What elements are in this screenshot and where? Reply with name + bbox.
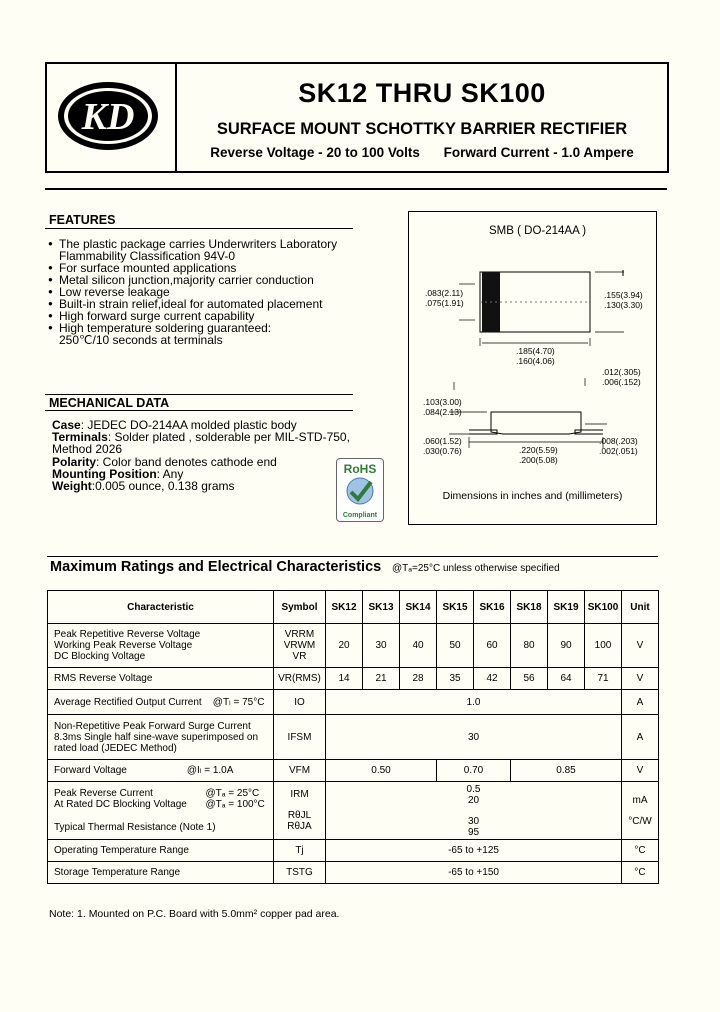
table-row: RMS Reverse Voltage VR(RMS) 14 21 28 35 42 56 64 71 V: [48, 668, 659, 690]
feature-item: ● Metal silicon junction,majority carrier conduction: [48, 274, 368, 286]
dim-body-length: .185(4.70) .160(4.06): [516, 346, 555, 366]
logo-text: KD: [81, 96, 135, 138]
ratings-condition: @Tₐ=25°C unless otherwise specified: [392, 563, 560, 574]
mechanical-rule-top: [45, 394, 353, 395]
feature-item: ● High temperature soldering guaranteed: 250℃/10 seconds at terminals: [48, 322, 368, 346]
ratings-rule: [47, 556, 658, 557]
globe-check-icon: [345, 476, 375, 506]
mechanical-data: Case: JEDEC DO-214AA molded plastic body Terminals: Solder plated , solderable per MIL-STD-750, Method 2026 Polarity: Color band denotes cathode end Mounting Position: Any Weight:0.005 ounce, 0.138 grams: [52, 418, 350, 494]
feature-item: ● For surface mounted applications: [48, 262, 368, 274]
table-row: Forward Voltage @Iₗ = 1.0A VFM 0.50 0.70 0.85 V: [48, 760, 659, 782]
feature-item: ● Low reverse leakage: [48, 286, 368, 298]
ratings-title: Maximum Ratings and Electrical Characteristics: [50, 559, 382, 575]
feature-item: ● High forward surge current capability: [48, 310, 368, 322]
footnote: Note: 1. Mounted on P.C. Board with 5.0mm² copper pad area.: [49, 908, 340, 920]
feature-item: ● The plastic package carries Underwriters Laboratory Flammability Classification 94V-0: [48, 238, 368, 262]
rating-summary: [177, 145, 667, 160]
features-rule: [45, 228, 353, 229]
header-box: [45, 62, 669, 173]
reverse-voltage-summary: Reverse Voltage - 20 to 100 Volts: [210, 145, 420, 160]
ratings-table: [47, 590, 659, 884]
package-drawing: [408, 211, 657, 525]
page-subtitle: SURFACE MOUNT SCHOTTKY BARRIER RECTIFIER: [216, 120, 628, 138]
mechanical-title: MECHANICAL DATA: [49, 396, 170, 410]
dim-body-thickness: .103(3.00) .084(2.13): [423, 397, 462, 417]
rohs-compliant: Compliant: [342, 512, 378, 519]
table-row: Storage Temperature Range TSTG -65 to +150 °C: [48, 862, 659, 884]
features-list: [48, 238, 368, 346]
page-title: SK12 THRU SK100: [298, 78, 546, 108]
kd-logo: [56, 80, 160, 152]
dimensions-note: Dimensions in inches and (millimeters): [442, 490, 623, 502]
dim-standoff: .008(.203) .002(.051): [599, 436, 638, 456]
table-header-row: Characteristic Symbol SK12 SK13 SK14 SK15 SK16 SK18 SK19 SK100 Unit: [48, 591, 659, 624]
dim-lead-length: .060(1.52) .030(0.76): [423, 436, 462, 456]
dim-body-height: .155(3.94) .130(3.30): [604, 290, 643, 310]
rohs-label: RoHS: [343, 462, 377, 476]
package-title: SMB ( DO-214AA ): [489, 225, 587, 237]
forward-current-summary: Forward Current - 1.0 Ampere: [443, 145, 634, 160]
dim-band-width: .083(2.11) .075(1.91): [425, 288, 464, 308]
features-title: FEATURES: [49, 213, 116, 227]
table-row: Operating Temperature Range Tj -65 to +125 °C: [48, 840, 659, 862]
feature-item: ● Built-in strain relief,ideal for automated placement: [48, 298, 368, 310]
header-rule: [45, 188, 667, 190]
table-row: Average Rectified Output Current @Tₗ = 75°C IO 1.0 A: [48, 690, 659, 715]
table-row: Peak Reverse Current @Tₐ = 25°C At Rated DC Blocking Voltage @Tₐ = 100°C Typical Thermal Resistance (Note 1) IRM RθJL RθJA 0.5 20 30 95 mA °C/W: [48, 782, 659, 840]
mechanical-rule: [45, 410, 353, 411]
dim-overall-length: .220(5.59) .200(5.08): [519, 445, 558, 465]
table-row: Non-Repetitive Peak Forward Surge Current 8.3ms Single half sine-wave superimposed on rated load (JEDEC Method) IFSM 30 A: [48, 715, 659, 760]
table-row: Peak Repetitive Reverse Voltage Working Peak Reverse Voltage DC Blocking Voltage VRRM VRWM VR 20 30 40 50 60 80 90 100 V: [48, 624, 659, 668]
dim-lead-thickness: .012(.305) .006(.152): [602, 367, 641, 387]
rohs-badge: [336, 458, 384, 522]
